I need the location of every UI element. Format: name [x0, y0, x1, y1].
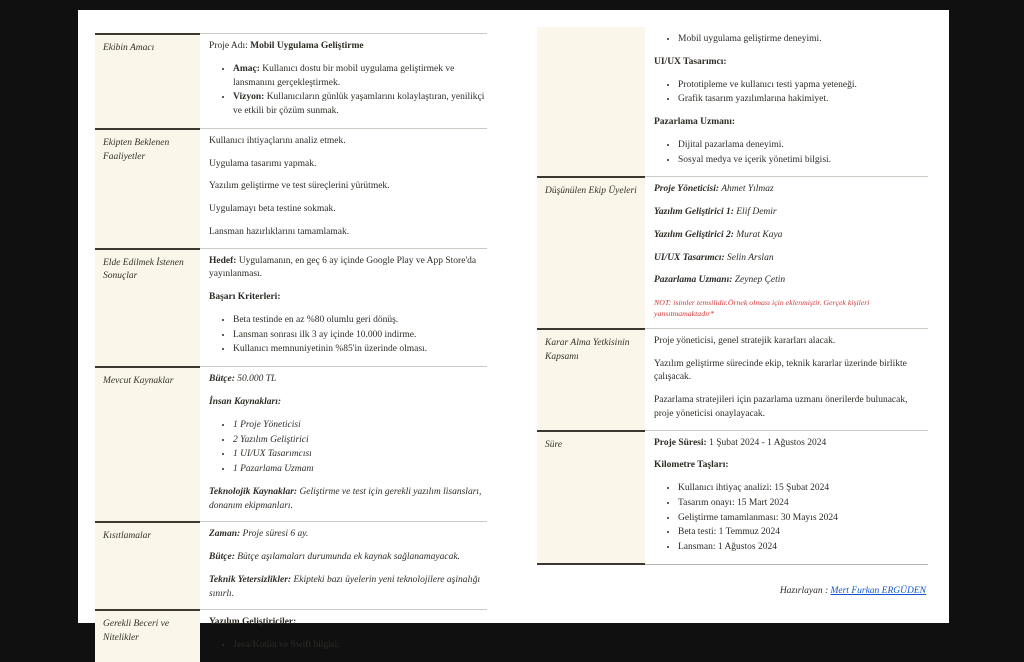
- content-paragraph: [654, 206, 926, 220]
- content-paragraph: [654, 56, 926, 70]
- row-label-cell: Düşünülen Ekip Üyeleri: [537, 176, 645, 327]
- document-page: [78, 10, 949, 651]
- text-run: UI/UX Tasarımcı:: [654, 56, 727, 67]
- table-row: [95, 33, 487, 128]
- text-run: Lansman hazırlıklarını tamamlamak.: [209, 226, 350, 237]
- text-run: Hedef:: [209, 255, 237, 266]
- text-run: Sosyal medya ve içerik yönetimi bilgisi.: [678, 154, 832, 165]
- text-run: Bütçe:: [209, 552, 235, 563]
- bullet-list: [654, 79, 926, 108]
- content-paragraph: [209, 616, 485, 630]
- text-run: Amaç:: [233, 63, 260, 74]
- bullet-list: [209, 419, 485, 477]
- row-label-cell: Ekibin Amacı: [95, 33, 200, 128]
- author-link[interactable]: Mert Furkan ERGÜDEN: [830, 585, 926, 596]
- right-column-rows: [537, 27, 928, 565]
- text-run: Tasarım onayı: 15 Mart 2024: [678, 497, 789, 508]
- text-run: Geliştirme tamamlanması: 30 Mayıs 2024: [678, 512, 838, 523]
- text-run: Yazılım Geliştiriciler:: [209, 617, 297, 628]
- bullet-item: [678, 526, 926, 540]
- text-run: Bütçe:: [209, 374, 235, 385]
- disclaimer-note: [654, 297, 926, 320]
- bullet-item: [678, 33, 926, 47]
- bullet-item: [233, 434, 485, 448]
- text-run: Kullanıcı ihtiyaçlarını analiz etmek.: [209, 135, 346, 146]
- bullet-item: [233, 639, 485, 653]
- row-content-cell: [200, 128, 487, 248]
- table-row: [95, 366, 487, 521]
- content-paragraph: [654, 252, 926, 266]
- row-content-cell: [200, 609, 487, 662]
- row-label-cell: Mevcut Kaynaklar: [95, 366, 200, 521]
- content-paragraph: [654, 459, 926, 473]
- text-run: Başarı Kriterleri:: [209, 292, 281, 303]
- bullet-list: [209, 63, 485, 119]
- text-run: Proje yöneticisi, genel stratejik kararları alacak.: [654, 335, 836, 346]
- content-paragraph: [654, 437, 926, 451]
- text-run: Beta testinde en az %80 olumlu geri dönüş.: [233, 314, 399, 325]
- bullet-item: [233, 343, 485, 357]
- bullet-list: [654, 139, 926, 168]
- bullet-item: [233, 63, 485, 91]
- text-run: Mobil Uygulama Geliştirme: [250, 41, 364, 51]
- bullet-list: [654, 33, 926, 47]
- text-run: Proje Yöneticisi:: [654, 184, 719, 195]
- text-run: Proje Adı:: [209, 41, 251, 51]
- bullet-item: [233, 329, 485, 343]
- text-run: Yazılım Geliştirici 1:: [654, 207, 734, 218]
- text-run: Kullanıcıların günlük yaşamlarını kolaylaştıran, yenilikçi ve etkili bir çözüm sunmak.: [233, 92, 485, 117]
- content-paragraph: [209, 551, 485, 565]
- content-paragraph: [209, 40, 485, 54]
- row-label-cell: Süre: [537, 430, 645, 565]
- text-run: Yazılım geliştirme sürecinde ekip, teknik kararlar üzerinde birlikte çalışacak.: [654, 358, 907, 383]
- table-row: [95, 609, 487, 662]
- content-paragraph: [654, 183, 926, 197]
- content-paragraph: [654, 394, 926, 422]
- text-run: 1 Proje Yöneticisi: [233, 419, 301, 430]
- row-content-cell: [645, 328, 928, 430]
- text-run: 1 Pazarlama Uzmanı: [233, 464, 314, 475]
- text-run: Kullanıcı ihtiyaç analizi: 15 Şubat 2024: [678, 483, 830, 494]
- text-run: Java/Kotlin ve Swift bilgisi.: [233, 640, 340, 651]
- row-label-cell: Gerekli Beceri ve Nitelikler: [95, 609, 200, 662]
- bullet-item: [678, 79, 926, 93]
- content-paragraph: [209, 226, 485, 240]
- content-paragraph: [654, 335, 926, 349]
- prepared-by-line: [537, 586, 928, 596]
- text-run: Vizyon:: [233, 92, 265, 103]
- row-content-cell: [200, 248, 487, 367]
- content-paragraph: [654, 358, 926, 386]
- text-run: 1 Şubat 2024 - 1 Ağustos 2024: [706, 437, 827, 448]
- text-run: Pazarlama Uzmanı:: [654, 275, 733, 286]
- bullet-item: [233, 419, 485, 433]
- text-run: Kilometre Taşları:: [654, 460, 729, 471]
- content-paragraph: [654, 116, 926, 130]
- row-label-cell: Ekipten Beklenen Faaliyetler: [95, 128, 200, 248]
- bullet-item: [678, 139, 926, 153]
- text-run: 50.000 TL: [234, 374, 277, 385]
- text-run: Lansman sonrası ilk 3 ay içinde 10.000 indirme.: [233, 329, 417, 340]
- right-column: [537, 27, 928, 596]
- text-run: Zaman:: [209, 529, 241, 540]
- text-run: Grafik tasarım yazılımlarına hakimiyet.: [678, 94, 829, 105]
- text-run: Beta testi: 1 Temmuz 2024: [678, 527, 781, 538]
- table-row: [537, 328, 928, 430]
- content-paragraph: [209, 373, 485, 387]
- text-run: Teknik Yetersizlikler:: [209, 574, 292, 585]
- content-paragraph: [654, 229, 926, 243]
- text-run: Kullanıcı dostu bir mobil uygulama geliştirmek ve lansmanını gerçekleştirmek.: [233, 63, 455, 88]
- bullet-item: [678, 93, 926, 107]
- text-run: Pazarlama stratejileri için pazarlama uzmanı önerilerde bulunacak, proje yöneticisi onaylayacak.: [654, 395, 908, 419]
- content-paragraph: [209, 528, 485, 542]
- bullet-list: [209, 639, 485, 653]
- row-label-cell: Karar Alma Yetkisinin Kapsamı: [537, 328, 645, 430]
- text-run: Selin Arslan: [724, 252, 774, 263]
- text-run: Proje süresi 6 ay.: [240, 529, 309, 540]
- bullet-item: [678, 512, 926, 526]
- row-content-cell: [200, 366, 487, 521]
- text-run: Ahmet Yılmaz: [719, 184, 774, 195]
- content-paragraph: [209, 158, 485, 172]
- content-paragraph: [654, 274, 926, 288]
- text-run: Ekipteki bazı üyelerin yeni teknolojilere aşinalığı sınırlı.: [209, 574, 481, 599]
- text-run: Bütçe aşılamaları durumunda ek kaynak sağlanamayacak.: [234, 552, 460, 563]
- table-row: [95, 248, 487, 367]
- bullet-item: [233, 314, 485, 328]
- bullet-item: [233, 463, 485, 477]
- text-run: Lansman: 1 Ağustos 2024: [678, 542, 777, 553]
- table-row: [95, 521, 487, 609]
- text-run: İnsan Kaynakları:: [209, 397, 282, 408]
- text-run: Murat Kaya: [733, 229, 783, 240]
- text-run: Uygulama tasarımı yapmak.: [209, 158, 317, 169]
- text-run: Prototipleme ve kullanıcı testi yapma yeteneği.: [678, 79, 857, 90]
- text-run: Dijital pazarlama deneyimi.: [678, 139, 784, 150]
- table-row: [95, 128, 487, 248]
- left-column: [95, 33, 487, 662]
- content-paragraph: [209, 486, 485, 514]
- text-run: Elif Demir: [733, 207, 777, 218]
- text-run: Yazılım geliştirme ve test süreçlerini yürütmek.: [209, 181, 390, 192]
- content-paragraph: [209, 396, 485, 410]
- left-column-rows: [95, 33, 487, 662]
- row-label-cell: [537, 27, 645, 176]
- bullet-item: [678, 541, 926, 555]
- content-paragraph: [209, 203, 485, 217]
- row-label-cell: Kısıtlamalar: [95, 521, 200, 609]
- text-run: Teknolojik Kaynaklar:: [209, 486, 298, 497]
- bullet-item: [678, 497, 926, 511]
- table-row: [537, 176, 928, 327]
- text-run: Uygulamayı beta testine sokmak.: [209, 204, 336, 215]
- row-content-cell: [200, 521, 487, 609]
- bullet-list: [209, 314, 485, 357]
- row-content-cell: [645, 176, 928, 327]
- row-content-cell: [645, 430, 928, 565]
- row-content-cell: [645, 27, 928, 176]
- table-row: [537, 27, 928, 176]
- bullet-list: [654, 482, 926, 555]
- text-run: Yazılım Geliştirici 2:: [654, 229, 734, 240]
- prepared-by-label: Hazırlayan :: [779, 585, 831, 596]
- bullet-item: [233, 91, 485, 119]
- text-run: Proje Süresi:: [654, 437, 707, 448]
- text-run: Uygulamanın, en geç 6 ay içinde Google Play ve App Store'da yayınlanması.: [209, 255, 477, 280]
- text-run: Pazarlama Uzmanı:: [654, 117, 735, 128]
- content-paragraph: [209, 180, 485, 194]
- text-run: 1 UI/UX Tasarımcısı: [233, 449, 312, 460]
- text-run: Mobil uygulama geliştirme deneyimi.: [678, 34, 822, 44]
- content-paragraph: [209, 574, 485, 602]
- content-paragraph: [209, 255, 485, 283]
- row-content-cell: [200, 33, 487, 128]
- text-run: 2 Yazılım Geliştirici: [233, 434, 309, 445]
- text-run: UI/UX Tasarımcı:: [654, 252, 725, 263]
- content-paragraph: [209, 291, 485, 305]
- text-run: Zeynep Çetin: [732, 275, 786, 286]
- text-run: Kullanıcı memnuniyetinin %85'in üzerinde olması.: [233, 344, 428, 355]
- text-run: NOT: isimler temsilidir.Örnek olması için eklenmiştir. Gerçek kişileri yansıtmamaktadır*: [654, 298, 870, 319]
- content-paragraph: [209, 135, 485, 149]
- bullet-item: [678, 154, 926, 168]
- text-run: Geliştirme ve test için gerekli yazılım lisansları, donanım ekipmanları.: [209, 486, 482, 511]
- table-row: [537, 430, 928, 565]
- row-label-cell: Elde Edilmek İstenen Sonuçlar: [95, 248, 200, 367]
- bullet-item: [678, 482, 926, 496]
- bullet-item: [233, 448, 485, 462]
